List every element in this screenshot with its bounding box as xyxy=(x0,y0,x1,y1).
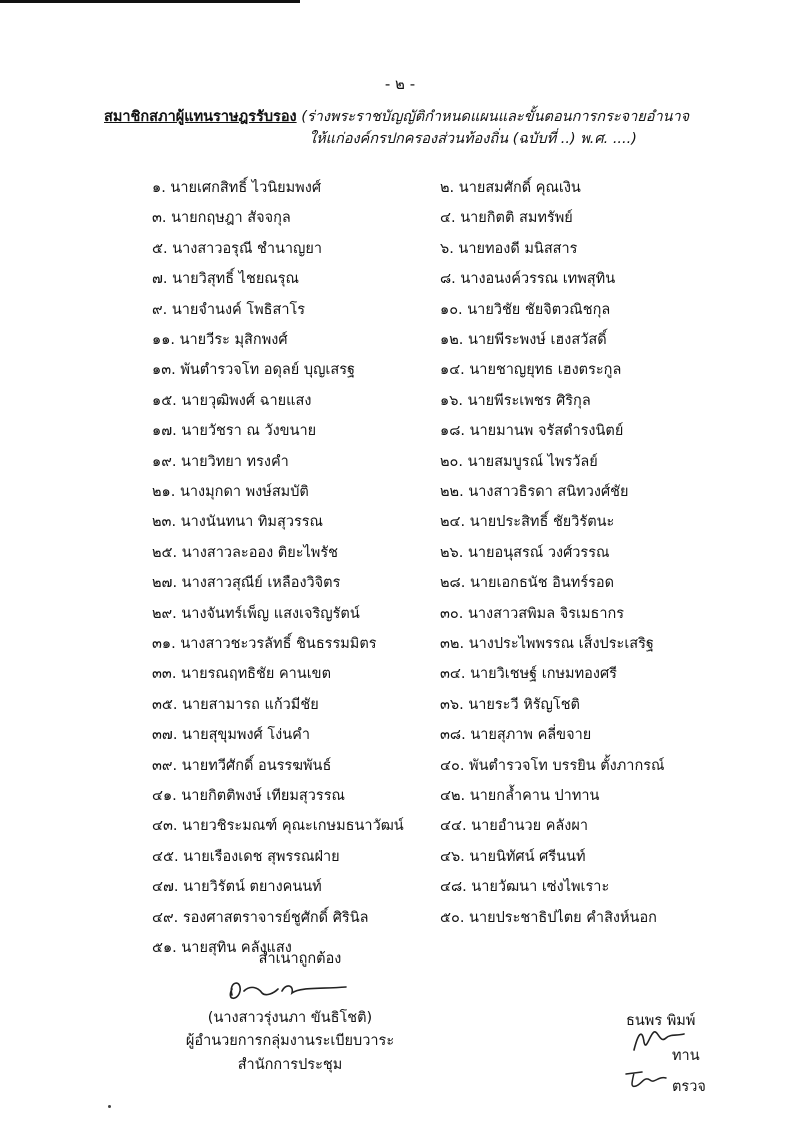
member-name-left: ๔๓. นายวชิระมณฑ์ คุณะเกษมธนาวัฒน์ xyxy=(152,818,404,834)
member-name-right: ๑๔. นายชาญยุทธ เฮงตระกูล xyxy=(440,362,622,378)
member-name-left: ๙. นายจำนงค์ โพธิสาโร xyxy=(152,302,306,318)
member-name-right: ๑๘. นายมานพ จรัสดำรงนิตย์ xyxy=(440,423,624,439)
member-row xyxy=(0,480,800,502)
member-name-left: ๓๙. นายทวีศักดิ์ อนรรฆพันธ์ xyxy=(152,758,332,774)
member-name-left: ๒๙. นางจันทร์เพ็ญ แสงเจริญรัตน์ xyxy=(152,606,360,622)
proof-label: ทาน xyxy=(672,1048,700,1065)
member-row xyxy=(0,298,800,320)
member-name-right: ๖. นายทองดี มนิสสาร xyxy=(440,241,578,257)
member-row xyxy=(0,571,800,593)
member-row xyxy=(0,784,800,806)
document-heading xyxy=(104,106,724,151)
member-name-right: ๘. นางอนงค์วรรณ เทพสุทิน xyxy=(440,271,616,287)
heading-title: สมาชิกสภาผู้แทนราษฎรรับรอง xyxy=(104,109,297,125)
member-row xyxy=(0,206,800,228)
member-row xyxy=(0,814,800,836)
certifier-name: (นางสาวรุ่งนภา ขันธิโชติ) xyxy=(207,1010,373,1027)
bill-title-line2: ให้แก่องค์กรปกครองส่วนท้องถิ่น (ฉบับที่ ..) พ.ศ. ....) xyxy=(309,131,637,148)
member-name-right: ๓๘. นายสุภาพ คลี่ขจาย xyxy=(440,727,592,743)
member-row xyxy=(0,510,800,532)
member-name-right: ๒๘. นายเอกธนัช อินทร์รอด xyxy=(440,575,615,591)
member-name-right: ๔๘. นายวัฒนา เซ่งไพเราะ xyxy=(440,879,610,895)
member-row xyxy=(0,389,800,411)
typist-name: ธนพร พิมพ์ xyxy=(626,1013,696,1029)
member-name-left: ๑๑. นายวีระ มุสิกพงศ์ xyxy=(152,332,288,348)
certifier-position: ผู้อำนวยการกลุ่มงานระเบียบวาระ xyxy=(185,1033,395,1050)
member-name-right: ๒๐. นายสมบูรณ์ ไพรวัลย์ xyxy=(440,454,598,470)
member-name-right: ๔๒. นายกล้ำคาน ปาทาน xyxy=(440,788,600,804)
member-name-left: ๑๕. นายวุฒิพงศ์ ฉายแสง xyxy=(152,393,312,409)
member-name-right: ๓๒. นางประไพพรรณ เส็งประเสริฐ xyxy=(440,636,654,652)
member-row xyxy=(0,754,800,776)
member-name-right: ๒๒. นางสาวธิรดา สนิทวงศ์ชัย xyxy=(440,484,629,500)
certification-block xyxy=(170,948,410,1077)
member-name-left: ๑๗. นายวัชรา ณ วังขนาย xyxy=(152,423,317,439)
member-row xyxy=(0,541,800,563)
checker-initials xyxy=(622,1068,672,1092)
member-name-left: ๗. นายวิสุทธิ์ ไชยณรุณ xyxy=(152,271,300,287)
proofreader-initials xyxy=(628,1024,688,1054)
member-name-left: ๔๑. นายกิตติพงษ์ เทียมสุวรรณ xyxy=(152,788,345,804)
member-name-right: ๕๐. นายประชาธิปไตย คำสิงห์นอก xyxy=(440,910,657,926)
member-name-right: ๒. นายสมศักดิ์ คุณเงิน xyxy=(440,180,581,196)
member-name-left: ๓๓. นายรณฤทธิชัย คานเขต xyxy=(152,666,332,682)
member-name-right: ๑๐. นายวิชัย ชัยจิตวณิชกุล xyxy=(440,302,611,318)
member-name-left: ๕. นางสาวอรุณี ชำนาญยา xyxy=(152,241,323,257)
member-row xyxy=(0,723,800,745)
member-row xyxy=(0,632,800,654)
member-name-right: ๑๒. นายพีระพงษ์ เฮงสวัสดิ์ xyxy=(440,332,607,348)
member-row xyxy=(0,419,800,441)
certifier-office: สำนักการประชุม xyxy=(237,1056,343,1073)
member-name-left: ๓. นายกฤษฎา สัจจกุล xyxy=(152,210,291,226)
member-row xyxy=(0,845,800,867)
member-row xyxy=(0,906,800,928)
member-name-left: ๑. นายเศกสิทธิ์ ไวนิยมพงศ์ xyxy=(152,180,322,196)
member-row xyxy=(0,693,800,715)
member-row xyxy=(0,450,800,472)
member-name-left: ๒๗. นางสาวสุณีย์ เหลืองวิจิตร xyxy=(152,575,341,591)
member-name-left: ๑๙. นายวิทยา ทรงคำ xyxy=(152,454,289,470)
member-row xyxy=(0,267,800,289)
member-name-left: ๓๑. นางสาวชะวรลัทธิ์ ชินธรรมมิตร xyxy=(152,636,377,652)
member-name-left: ๔๙. รองศาสตราจารย์ชูศักดิ์ ศิรินิล xyxy=(152,910,369,926)
member-name-right: ๔๐. พันตำรวจโท บรรยิน ตั้งภากรณ์ xyxy=(440,758,665,774)
member-name-right: ๓๔. นายวิเชษฐ์ เกษมทองศรี xyxy=(440,666,617,682)
typist-block xyxy=(624,1010,754,1100)
check-label: ตรวจ xyxy=(672,1079,706,1096)
member-name-left: ๔๕. นายเรืองเดช สุพรรณฝ่าย xyxy=(152,849,340,865)
member-row xyxy=(0,358,800,380)
member-name-right: ๒๖. นายอนุสรณ์ วงศ์วรรณ xyxy=(440,545,610,561)
certified-copy-label: สำเนาถูกต้อง xyxy=(258,951,342,967)
member-row xyxy=(0,237,800,259)
member-row xyxy=(0,662,800,684)
member-name-right: ๔๖. นายนิทัศน์ ศรีนนท์ xyxy=(440,849,586,865)
bill-title-line1: (ร่างพระราชบัญญัติกำหนดแผนและขั้นตอนการกระจายอำนาจ xyxy=(301,109,690,125)
member-name-left: ๕๑. นายสุทิน คลังแสง xyxy=(152,940,292,956)
member-name-left: ๔๗. นายวิรัตน์ ตยางคนนท์ xyxy=(152,879,322,895)
scan-speck xyxy=(108,1105,111,1108)
member-name-left: ๒๕. นางสาวละออง ติยะไพรัช xyxy=(152,545,338,561)
member-name-left: ๑๓. พันตำรวจโท อดุลย์ บุญเสรฐ xyxy=(152,362,356,378)
member-name-left: ๓๗. นายสุขุมพงศ์ โง่นคำ xyxy=(152,727,310,743)
member-name-left: ๒๓. นางนันทนา ทิมสุวรรณ xyxy=(152,514,324,530)
member-name-right: ๓๐. นางสาวสพิมล จิรเมธากร xyxy=(440,606,625,622)
member-name-right: ๓๖. นายระวี หิรัญโชติ xyxy=(440,697,580,713)
certifier-signature xyxy=(170,971,410,1005)
member-row xyxy=(0,328,800,350)
member-row xyxy=(0,602,800,624)
member-name-left: ๒๑. นางมุกดา พงษ์สมบัติ xyxy=(152,484,309,500)
member-name-left: ๓๕. นายสามารถ แก้วมีชัย xyxy=(152,697,319,713)
member-name-right: ๔. นายกิตติ สมทรัพย์ xyxy=(440,210,573,226)
top-rule xyxy=(0,0,300,3)
member-name-right: ๑๖. นายพีระเพชร ศิริกุล xyxy=(440,393,591,409)
member-row xyxy=(0,176,800,198)
member-name-right: ๒๔. นายประสิทธิ์ ชัยวิรัตนะ xyxy=(440,514,615,530)
member-row xyxy=(0,875,800,897)
member-name-right: ๔๔. นายอำนวย คลังผา xyxy=(440,818,589,834)
page-number: - ๒ - xyxy=(384,75,416,93)
